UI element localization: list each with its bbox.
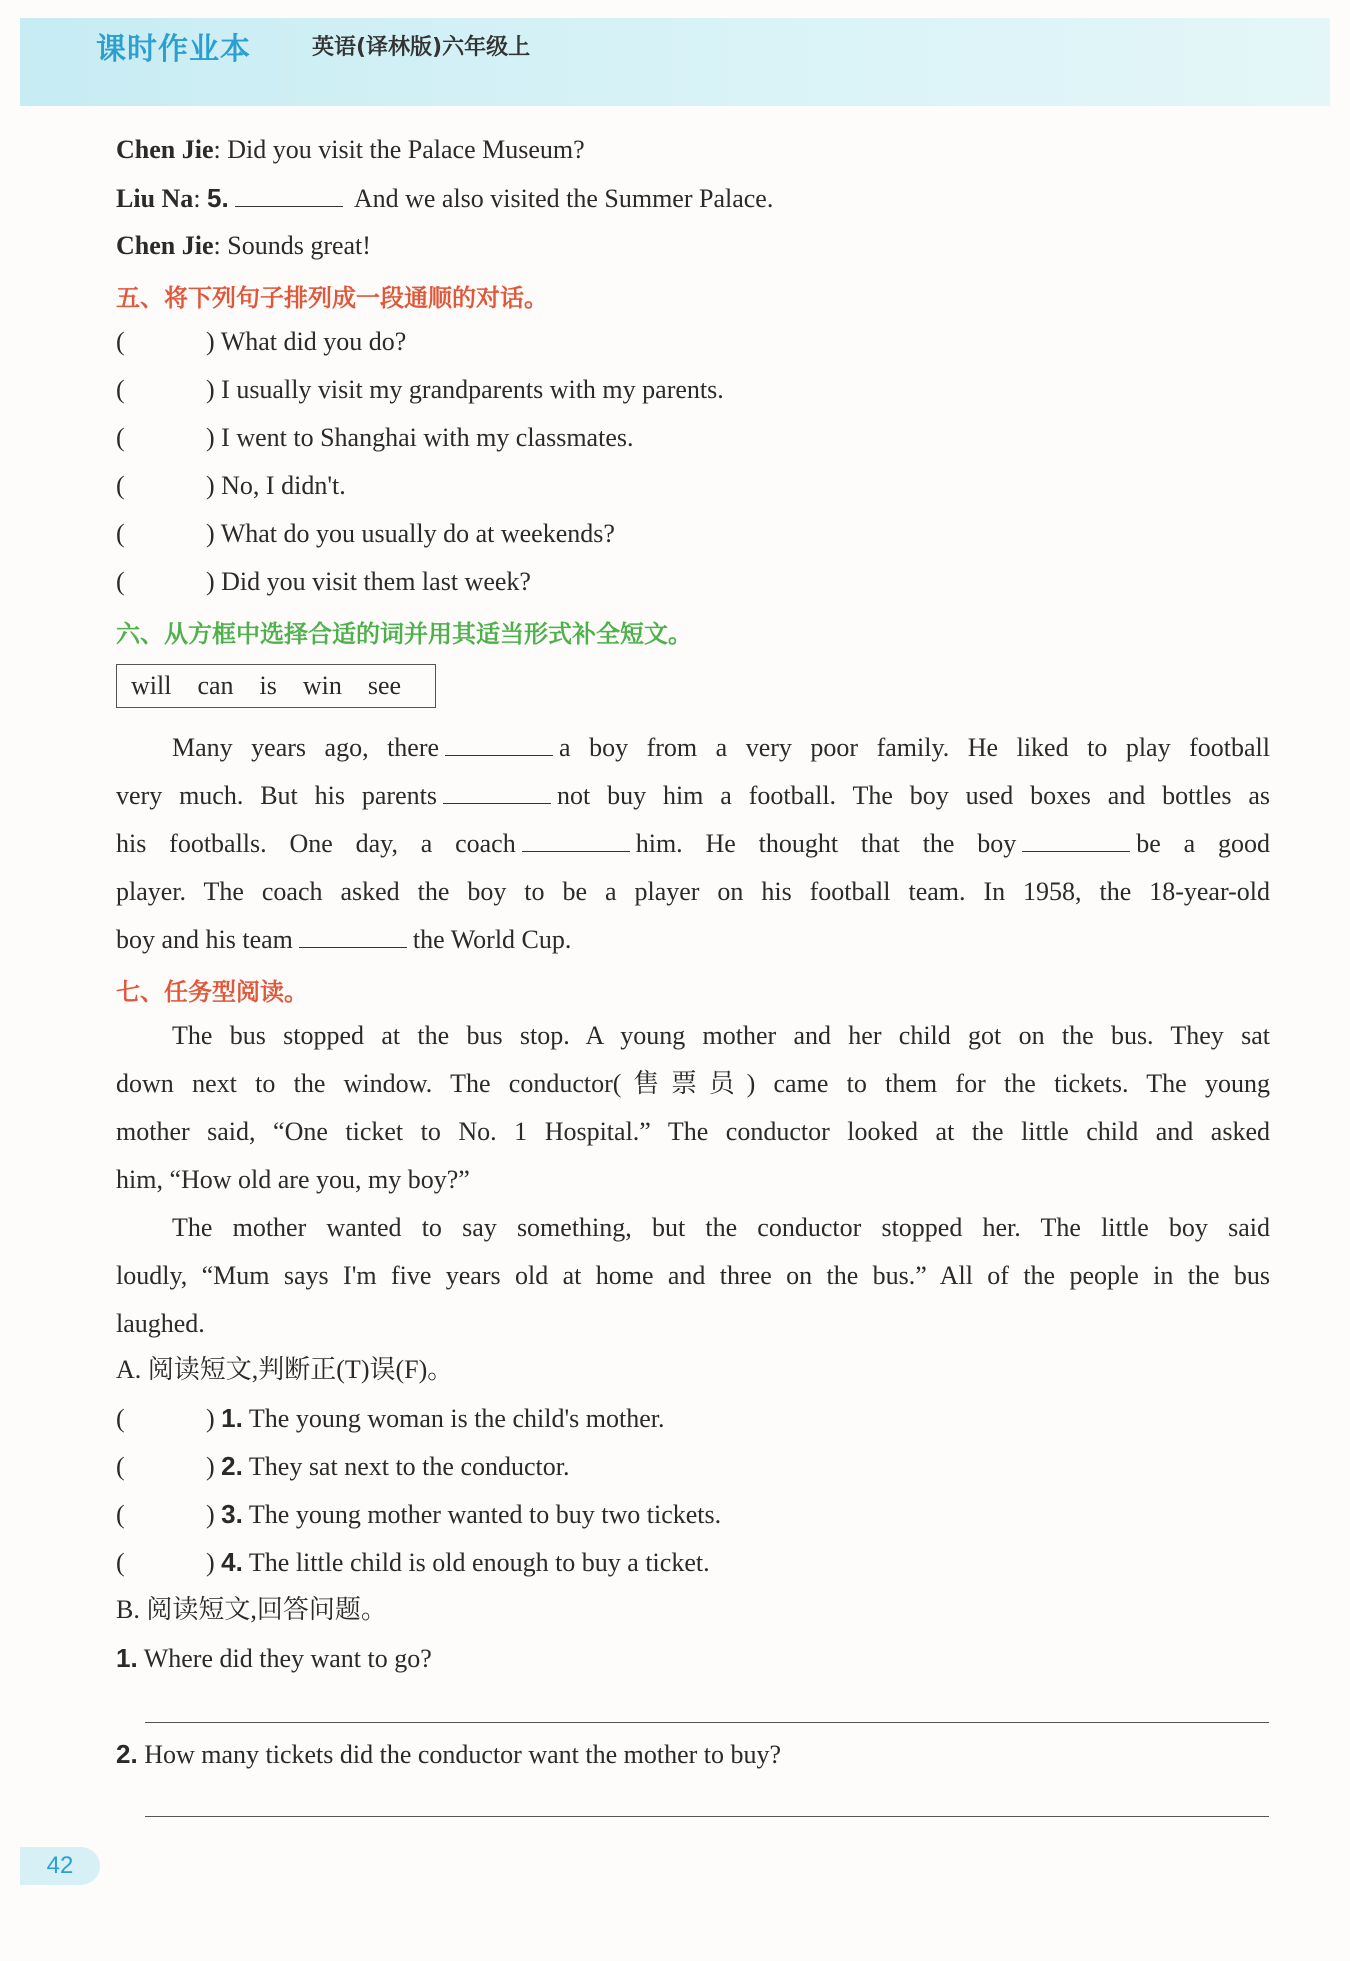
answer-line[interactable] — [145, 1816, 1269, 1817]
question-number: 2. — [221, 1451, 243, 1481]
book-title: 课时作业本 — [96, 32, 251, 67]
section-7-heading: 七、任务型阅读。 — [116, 978, 308, 1006]
word-bank-item: win — [302, 671, 342, 700]
tf-item[interactable]: ( ) 1. The young woman is the child's mother. — [116, 1403, 665, 1433]
question-number: 4. — [221, 1547, 243, 1577]
ordering-item[interactable]: ( ) I went to Shanghai with my classmates. — [116, 423, 634, 452]
question-number: 3. — [221, 1499, 243, 1529]
section-5-heading: 五、将下列句子排列成一段通顺的对话。 — [116, 284, 548, 312]
tf-item[interactable]: ( ) 2. They sat next to the conductor. — [116, 1451, 570, 1481]
section-6-heading: 六、从方框中选择合适的词并用其适当形式补全短文。 — [116, 620, 692, 648]
fill-blank[interactable] — [1022, 831, 1130, 852]
passage-line: him, “How old are you, my boy?” — [116, 1165, 470, 1194]
speaker: Liu Na — [116, 184, 194, 213]
passage-line: his footballs. One day, a coach him. He thought that the boy be a good — [116, 829, 1270, 858]
part-a-label: A. 阅读短文,判断正(T)误(F)。 — [116, 1355, 454, 1384]
answer-line[interactable] — [145, 1722, 1269, 1723]
word-bank-item: see — [367, 671, 402, 700]
passage-line: mother said, “One ticket to No. 1 Hospital.” The conductor looked at the little child and asked — [116, 1117, 1270, 1146]
page-number: 42 — [20, 1847, 100, 1885]
fill-blank[interactable] — [443, 783, 551, 804]
ordering-item[interactable]: ( ) What did you do? — [116, 327, 407, 356]
speaker: Chen Jie — [116, 231, 214, 260]
question: 2. How many tickets did the conductor want the mother to buy? — [116, 1739, 782, 1769]
tf-item[interactable]: ( ) 3. The young mother wanted to buy two tickets. — [116, 1499, 722, 1529]
question-number: 1. — [116, 1643, 138, 1673]
question-number: 5. — [207, 183, 229, 213]
passage-line: very much. But his parents not buy him a football. The boy used boxes and bottles as — [116, 781, 1270, 810]
part-b-label: B. 阅读短文,回答问题。 — [116, 1595, 387, 1624]
passage-line: down next to the window. The conductor(售票员) came to them for the tickets. The young — [116, 1069, 1270, 1098]
book-subtitle: 英语(译林版)六年级上 — [312, 35, 531, 60]
passage-line: player. The coach asked the boy to be a player on his football team. In 1958, the 18-year-old — [116, 877, 1270, 906]
dialogue-line: Chen Jie: Did you visit the Palace Museum? — [116, 135, 585, 164]
dialogue-text: Sounds great! — [220, 231, 371, 260]
question-number: 2. — [116, 1739, 138, 1769]
ordering-item[interactable]: ( ) What do you usually do at weekends? — [116, 519, 615, 548]
passage-line: loudly, “Mum says I'm five years old at home and three on the bus.” All of the people in the bus — [116, 1261, 1270, 1290]
tf-item[interactable]: ( ) 4. The little child is old enough to buy a ticket. — [116, 1547, 710, 1577]
ordering-item[interactable]: ( ) I usually visit my grandparents with my parents. — [116, 375, 724, 404]
passage-line: boy and his team the World Cup. — [116, 925, 572, 954]
question-number: 1. — [221, 1403, 243, 1433]
question: 1. Where did they want to go? — [116, 1643, 432, 1673]
word-bank-item: will — [131, 671, 172, 700]
dialogue-line: Chen Jie: Sounds great! — [116, 231, 371, 260]
dialogue-text: Did you visit the Palace Museum? — [220, 135, 585, 164]
word-bank-item: is — [259, 671, 277, 700]
word-bank-box — [116, 664, 436, 708]
dialogue-text: And we also visited the Summer Palace. — [353, 184, 774, 213]
fill-blank[interactable] — [522, 831, 630, 852]
ordering-item[interactable]: ( ) Did you visit them last week? — [116, 567, 531, 596]
passage-line: The mother wanted to say something, but the conductor stopped her. The little boy said — [172, 1213, 1270, 1242]
passage-line: The bus stopped at the bus stop. A young mother and her child got on the bus. They sat — [172, 1021, 1270, 1050]
fill-blank[interactable] — [235, 186, 343, 207]
fill-blank[interactable] — [445, 735, 553, 756]
dialogue-line: Liu Na: 5. And we also visited the Summer Palace. — [116, 183, 774, 213]
speaker: Chen Jie — [116, 135, 214, 164]
passage-line: Many years ago, there a boy from a very poor family. He liked to play football — [172, 733, 1270, 762]
word-bank-item: can — [197, 671, 234, 700]
passage-line: laughed. — [116, 1309, 205, 1338]
fill-blank[interactable] — [299, 927, 407, 948]
ordering-item[interactable]: ( ) No, I didn't. — [116, 471, 346, 500]
